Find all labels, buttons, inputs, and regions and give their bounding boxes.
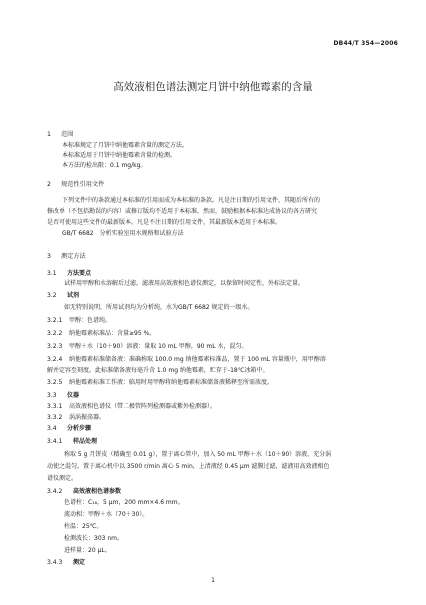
page-number: 1 bbox=[211, 577, 215, 584]
item-number: 3.3.2 bbox=[47, 414, 63, 421]
item-text: 高效液相色谱仪（带二极管阵列检测器或紫外检测器）。 bbox=[69, 403, 217, 410]
subsection-number: 3.4.3 bbox=[47, 559, 63, 566]
item-number: 3.2.2 bbox=[47, 330, 63, 337]
reagent-item bbox=[47, 330, 155, 338]
reagent-item bbox=[47, 356, 326, 364]
subsection-3-4-2-heading bbox=[47, 488, 121, 496]
section-number: 1 bbox=[47, 131, 51, 138]
subsection-title: 分析步骤 bbox=[67, 425, 92, 432]
parameter-line: 进样量：20 μL。 bbox=[64, 547, 111, 554]
instrument-item bbox=[47, 403, 216, 411]
subsection-title: 测定 bbox=[73, 559, 86, 566]
parameter-line: 柱温：25℃。 bbox=[64, 523, 103, 530]
paragraph-line: 下列文件中的条款通过本标准的引用而成为本标准的条款。凡是注日期的引用文件，其随后所有的 bbox=[62, 197, 321, 204]
item-text: 纳他霉素标准工作液：临用时用甲醇将纳他霉素标准储备液稀释至所需浓度。 bbox=[69, 379, 274, 386]
paragraph-line: 动使之混匀。置于离心机中以 3500 r/min 离心 5 min，上清液经 0.45 μm 滤膜过滤，滤液用高效液相色 bbox=[47, 463, 330, 470]
paragraph-line: 谱仪测定。 bbox=[47, 475, 78, 482]
section-title: 测定方法 bbox=[61, 253, 86, 260]
section-3-heading bbox=[47, 253, 86, 261]
item-text: 涡涡振荡器。 bbox=[69, 414, 106, 421]
subsection-3-4-1-heading bbox=[47, 438, 97, 446]
subsection-title: 高效液相色谱参数 bbox=[73, 488, 122, 495]
item-text: 纳他霉素标准储备液：准确称取 100.0 mg 纳他霉素标准品，置于 100 mL 容量瓶中，用甲醇溶 bbox=[69, 356, 326, 363]
paragraph-line: 解并定容至刻度。此标准储备液每毫升含 1.0 mg 纳他霉素，贮存于-18℃冰箱中。 bbox=[47, 367, 269, 374]
subsection-title: 样品处理 bbox=[73, 438, 98, 445]
section-2-heading bbox=[47, 181, 104, 189]
document-title: 高效液相色谱法测定月饼中纳他霉素的含量 bbox=[113, 81, 313, 93]
paragraph-line: 是否可使用这些文件的最新版本。凡是不注日期的引用文件，其最新版本适用于本标准。 bbox=[47, 219, 282, 226]
reagent-item bbox=[47, 317, 111, 325]
subsection-3-1-heading bbox=[47, 270, 91, 278]
subsection-number: 3.4.1 bbox=[47, 438, 63, 445]
subsection-number: 3.1 bbox=[47, 270, 57, 277]
instrument-item bbox=[47, 414, 105, 422]
subsection-title: 试剂 bbox=[67, 292, 80, 299]
paragraph-line: 称取 5 g 月饼皮（精确至 0.01 g），置于离心管中，加入 50 mL 甲醇＋水（10＋90）溶液，充分涡 bbox=[64, 451, 332, 458]
section-number: 3 bbox=[47, 253, 51, 260]
subsection-title: 仪器 bbox=[67, 392, 80, 399]
referenced-standard: GB/T 6682 分析实验室用水规格和试验方法 bbox=[62, 230, 184, 237]
item-number: 3.2.4 bbox=[47, 356, 63, 363]
subsection-3-3-heading bbox=[47, 392, 79, 400]
reagent-item bbox=[47, 379, 273, 387]
paragraph-line: 试样用甲醇和水溶解后过滤，滤液用高效液相色谱仪测定，以保留时间定性，外标法定量。 bbox=[64, 280, 305, 287]
subsection-3-4-heading bbox=[47, 425, 91, 433]
item-text: 甲醇：色谱纯。 bbox=[69, 317, 112, 324]
item-number: 3.2.1 bbox=[47, 317, 63, 324]
parameter-line: 检测波长：303 nm。 bbox=[64, 535, 124, 542]
subsection-number: 3.2 bbox=[47, 292, 57, 299]
subsection-number: 3.3 bbox=[47, 392, 57, 399]
paragraph-line: 修改单（不包括勘误的内容）或修订版均不适用于本标准，然而，鼓励根据本标准达成协议的各方研究 bbox=[47, 208, 318, 215]
item-number: 3.3.1 bbox=[47, 403, 63, 410]
subsection-number: 3.4 bbox=[47, 425, 57, 432]
standard-code: DB44/T 354—2006 bbox=[333, 40, 398, 47]
item-number: 3.2.5 bbox=[47, 379, 63, 386]
subsection-title: 方法要点 bbox=[67, 270, 92, 277]
paragraph-line: 本标准适用于月饼中纳他霉素含量的检测。 bbox=[62, 152, 177, 159]
parameter-line: 色谱柱：C₁₈，5 μm，200 mm×4.6 mm。 bbox=[64, 499, 184, 506]
section-1-heading bbox=[47, 131, 73, 139]
section-number: 2 bbox=[47, 181, 51, 188]
paragraph-line: 如无特别说明，所用试剂均为分析纯，水为GB/T 6682 规定的一级水。 bbox=[64, 304, 254, 311]
section-title: 范围 bbox=[61, 131, 74, 138]
item-text: 纳他霉素标准品：含量≥95 %。 bbox=[69, 330, 156, 337]
paragraph-line: 本标准规定了月饼中纳他霉素含量的测定方法。 bbox=[62, 142, 189, 149]
item-number: 3.2.3 bbox=[47, 343, 63, 350]
subsection-number: 3.4.2 bbox=[47, 488, 63, 495]
subsection-3-2-heading bbox=[47, 292, 79, 300]
paragraph-line: 本方法的检出限：0.1 mg/kg。 bbox=[62, 162, 147, 169]
item-text: 甲醇＋水（10＋90）溶液：量取 10 mL 甲醇，90 mL 水，混匀。 bbox=[69, 343, 248, 350]
parameter-line: 流动相：甲醇＋水（70＋30）。 bbox=[64, 511, 149, 518]
section-title: 规范性引用文件 bbox=[61, 181, 105, 188]
subsection-3-4-3-heading bbox=[47, 559, 85, 567]
reagent-item bbox=[47, 343, 247, 351]
